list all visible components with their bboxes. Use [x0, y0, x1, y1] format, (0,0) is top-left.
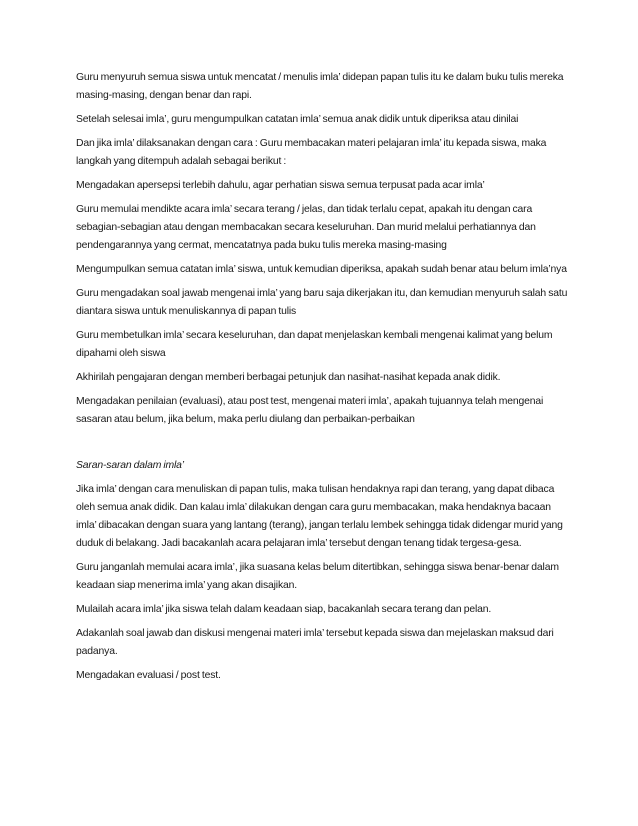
paragraph: Mengadakan penilaian (evaluasi), atau post test, mengenai materi imla’, apakah tujuannya telah mengenai sasaran atau belum, jika belum, maka perlu diulang dan perbaikan-perbaikan [76, 396, 544, 425]
paragraph: Mengadakan apersepsi terlebih dahulu, agar perhatian siswa semua terpusat pada acar imla’ [76, 180, 485, 191]
paragraph: Guru memulai mendikte acara imla’ secara terang / jelas, dan tidak terlalu cepat, apakah itu dengan cara sebagian-sebagian atau dengan membacakan secara keseluruhan. Dan murid melalui perhatiannya dan pendengarannya yang cermat, mencatatnya pada buku tulis mereka masing-masing [76, 204, 536, 251]
paragraph: Jika imla’ dengan cara menuliskan di papan tulis, maka tulisan hendaknya rapi dan terang, yang dapat dibaca oleh semua anak didik. Dan kalau imla’ dilakukan dengan cara guru membacakan, maka hendaknya bacaan imla’ dibacakan dengan suara yang lantang (terang), jangan terlalu lembek sehingga tidak didengar murid yang duduk di belakang. Jadi bacakanlah acara pelajaran imla’ tersebut dengan tenang tidak tergesa-gesa. [76, 484, 563, 549]
paragraph: Adakanlah soal jawab dan diskusi mengenai materi imla’ tersebut kepada siswa dan mejelaskan maksud dari padanya. [76, 628, 554, 657]
paragraph: Dan jika imla’ dilaksanakan dengan cara : Guru membacakan materi pelajaran imla’ itu kepada siswa, maka langkah yang ditempuh adalah sebagai berikut : [76, 138, 547, 167]
paragraph: Guru janganlah memulai acara imla’, jika suasana kelas belum ditertibkan, sehingga siswa benar-benar dalam keadaan siap menerima imla’ yang akan disajikan. [76, 562, 559, 591]
paragraph: Akhirilah pengajaran dengan memberi berbagai petunjuk dan nasihat-nasihat kepada anak didik. [76, 372, 501, 383]
document-body [76, 69, 568, 691]
paragraph: Mengadakan evaluasi / post test. [76, 670, 221, 681]
paragraph: Guru menyuruh semua siswa untuk mencatat / menulis imla’ didepan papan tulis itu ke dalam buku tulis mereka masing-masing, dengan benar dan rapi. [76, 72, 564, 101]
section-heading: Saran-saran dalam imla’ [76, 460, 184, 471]
paragraph: Guru membetulkan imla’ secara keseluruhan, dan dapat menjelaskan kembali mengenai kalimat yang belum dipahami oleh siswa [76, 330, 553, 359]
paragraph: Mulailah acara imla’ jika siswa telah dalam keadaan siap, bacakanlah secara terang dan pelan. [76, 604, 492, 615]
paragraph: Mengumpulkan semua catatan imla’ siswa, untuk kemudian diperiksa, apakah sudah benar atau belum imla’nya [76, 264, 567, 275]
paragraph: Guru mengadakan soal jawab mengenai imla’ yang baru saja dikerjakan itu, dan kemudian menyuruh salah satu diantara siswa untuk menuliskannya di papan tulis [76, 288, 568, 317]
paragraph: Setelah selesai imla’, guru mengumpulkan catatan imla’ semua anak didik untuk diperiksa atau dinilai [76, 114, 519, 125]
section-gap [76, 435, 568, 457]
